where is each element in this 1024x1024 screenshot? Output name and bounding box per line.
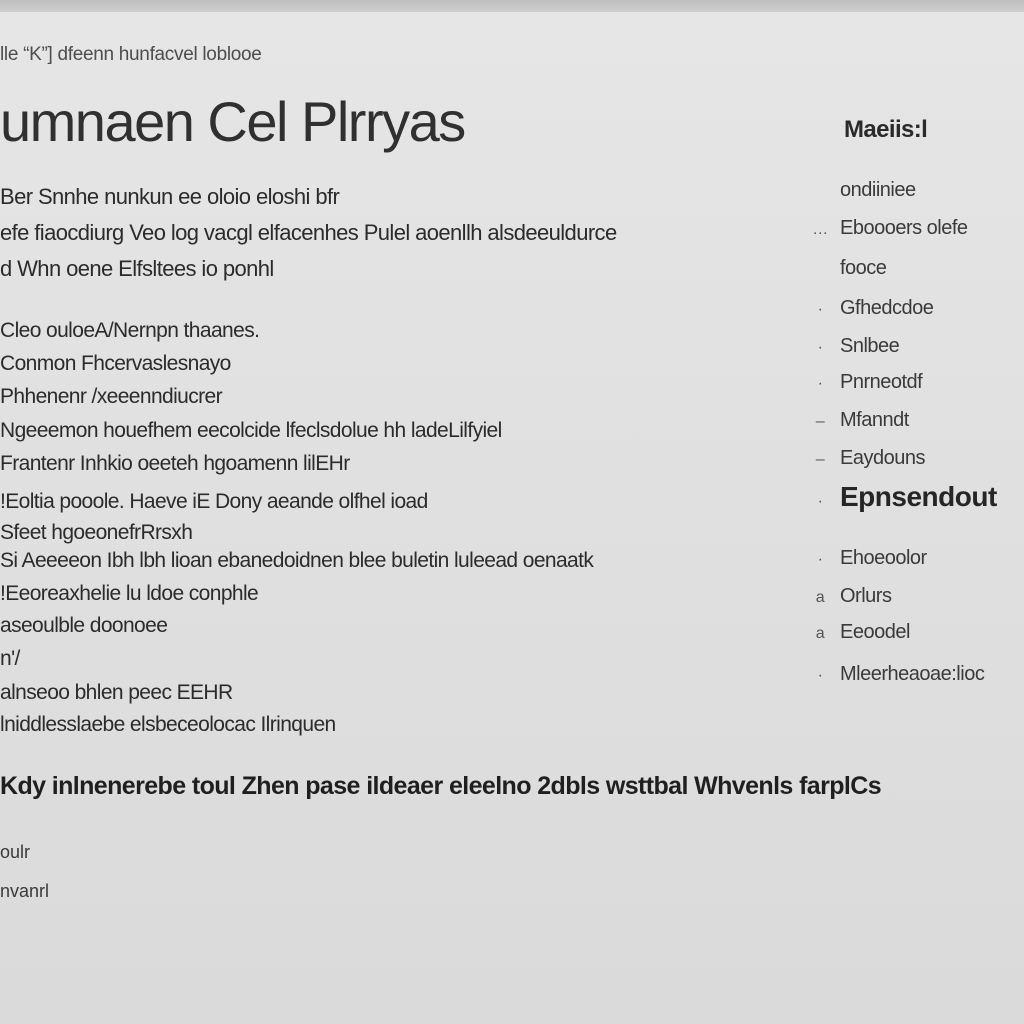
intro-line: d Whn oene Elfsltees io ponhl — [0, 256, 274, 281]
bullet-icon: … — [812, 221, 828, 238]
body-line: aseoulble doonoee — [0, 614, 168, 637]
body-line: !Eeoreaxhelie lu ldoe conphle — [0, 582, 259, 605]
intro-line: efe fiaocdiurg Veo log vacgl elfacenhes Pulel aoenllh alsdeeuldurce — [0, 220, 617, 245]
sidebar-item[interactable] — [800, 448, 1024, 468]
footer-line: oulr — [0, 842, 31, 862]
sidebar-item[interactable] — [800, 483, 1024, 511]
sidebar-heading: Maeiis:l — [844, 116, 928, 143]
footer-line: nvanrl — [0, 881, 50, 901]
sidebar-item[interactable] — [800, 622, 1024, 642]
sidebar-item-label: Mfanndt — [840, 409, 909, 431]
body-line: Conmon Fhcervaslesnayo — [0, 352, 231, 375]
sidebar-item-label: fooce — [840, 257, 887, 279]
sidebar-item[interactable] — [800, 180, 1024, 200]
sidebar-item-label: Pnrneotdf — [840, 371, 923, 393]
sidebar-item-label: ondiiniee — [840, 179, 916, 201]
sidebar-item[interactable] — [800, 586, 1024, 606]
bullet-icon: · — [817, 551, 823, 568]
page-title: umnaen Cel Plrryas — [0, 90, 465, 153]
bullet-icon: · — [817, 339, 823, 356]
bullet-icon: · — [817, 493, 823, 510]
sidebar-item-label: Orlurs — [840, 585, 892, 607]
bullet-icon: · — [817, 667, 823, 684]
bullet-icon: a — [815, 589, 825, 606]
bullet-icon: a — [815, 625, 825, 642]
sidebar-item-label: Eboooers olefe — [840, 217, 968, 239]
callout-line: Kdy inlnenerebe toul Zhen pase ildeaer eleelno 2dbls wsttbal Whvenls farplCs — [0, 772, 882, 800]
sidebar-item[interactable] — [800, 372, 1024, 392]
sidebar-item[interactable] — [800, 664, 1024, 684]
bullet-icon: · — [817, 301, 823, 318]
body-line: Si Aeeeeon Ibh lbh lioan ebanedoidnen blee buletin luleead oenaatk — [0, 549, 594, 572]
sidebar-item-label: Eeoodel — [840, 621, 910, 643]
body-line: Ngeeemon houefhem eecolcide lfeclsdolue hh ladeLilfyiel — [0, 419, 502, 442]
sidebar-item[interactable] — [800, 298, 1024, 318]
body-line: n'/ — [0, 647, 20, 670]
sidebar-item[interactable] — [800, 258, 1024, 278]
sidebar-item-label: Epnsendout — [840, 481, 997, 512]
bullet-icon: – — [815, 413, 825, 430]
body-line: !Eoltia pooole. Haeve iE Dony aeande olfhel ioad — [0, 490, 428, 513]
sidebar-item-label: Eaydouns — [840, 447, 925, 469]
sidebar-item-label: Gfhedcdoe — [840, 297, 934, 319]
body-line: Phhenenr /xeeenndiucrer — [0, 385, 223, 408]
sidebar-item-label: Ehoeoolor — [840, 547, 927, 569]
breadcrumb[interactable]: lle “K”] dfeenn hunfacvel loblooe — [0, 44, 262, 65]
sidebar-item-label: Snlbee — [840, 335, 900, 357]
window-top-bar — [0, 0, 1024, 12]
body-line: Frantenr Inhkio oeeteh hgoamenn lilEHr — [0, 452, 350, 475]
sidebar-item[interactable] — [800, 336, 1024, 356]
intro-line: Ber Snnhe nunkun ee oloio eloshi bfr — [0, 184, 340, 209]
bullet-icon: – — [815, 451, 825, 468]
body-line: Sfeet hgoeonefrRrsxh — [0, 521, 193, 544]
sidebar-item-label: Mleerheaoae:lioc — [840, 663, 985, 685]
bullet-icon: · — [817, 375, 823, 392]
body-line: lniddlesslaebe elsbeceolocac Ilrinquen — [0, 713, 336, 736]
body-line: Cleo ouloeA/Nernpn thaanes. — [0, 319, 260, 342]
sidebar-item[interactable] — [800, 410, 1024, 430]
sidebar-item[interactable] — [800, 548, 1024, 568]
sidebar — [800, 110, 1024, 710]
sidebar-item[interactable] — [800, 218, 1024, 238]
body-line: alnseoo bhlen peec EEHR — [0, 681, 233, 704]
